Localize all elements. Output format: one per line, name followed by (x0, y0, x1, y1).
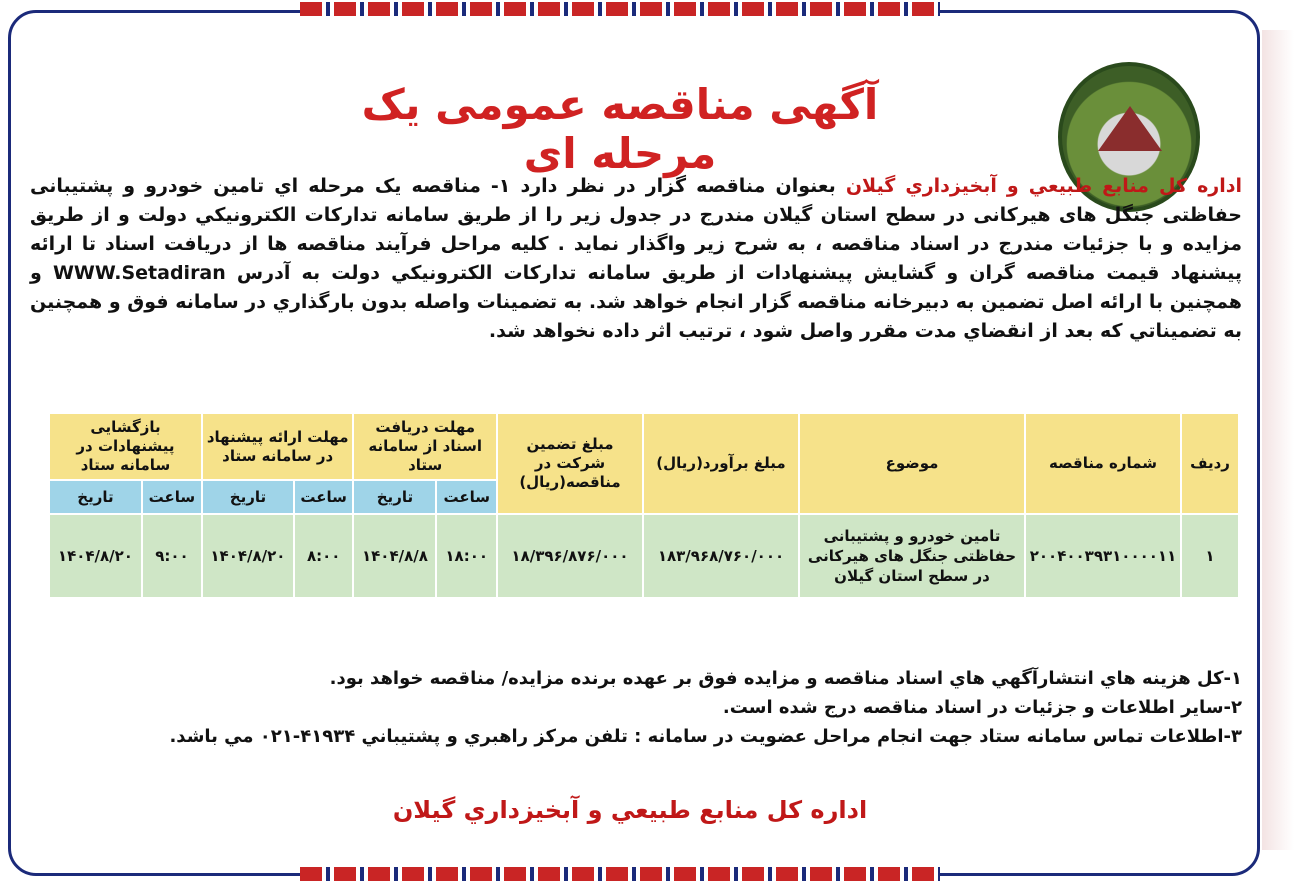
top-stripe (300, 2, 940, 16)
footer-organization: اداره کل منابع طبيعي و آبخيزداري گيلان (392, 796, 868, 824)
header-submit-deadline: مهلت ارائه پیشنهاد در سامانه ستاد (203, 414, 352, 479)
cell-open-time: ۹:۰۰ (143, 515, 201, 597)
note-item: ۱-کل هزينه هاي انتشارآگهي هاي اسناد مناقصه و مزايده فوق بر عهده برنده مزايده/ مناقصه خواهد بود. (329, 668, 1242, 689)
header-guarantee: مبلغ تضمین شرکت در مناقصه(ریال) (498, 414, 642, 513)
subheader-date: تاریخ (50, 481, 141, 513)
cell-receive-time: ۱۸:۰۰ (437, 515, 496, 597)
cell-submit-time: ۸:۰۰ (295, 515, 353, 597)
cell-row-number: ۱ (1182, 515, 1238, 597)
note-item: ۳-اطلاعات تماس سامانه ستاد جهت انجام مراحل عضویت در سامانه : تلفن مرکز راهبري و پشتيباني ۴۱۹۳۴-۰۲۱ مي باشد. (169, 726, 1242, 747)
bottom-stripe (300, 867, 940, 881)
mountain-icon (1098, 106, 1162, 151)
subheader-time: ساعت (143, 481, 201, 513)
header-row-number: ردیف (1182, 414, 1238, 513)
cell-guarantee: ۱۸/۳۹۶/۸۷۶/۰۰۰ (498, 515, 642, 597)
tender-table (48, 412, 1240, 599)
subheader-time: ساعت (295, 481, 353, 513)
paper-edge (1262, 30, 1294, 850)
notes-list (150, 664, 1242, 751)
header-receive-deadline: مهلت دریافت اسناد از سامانه ستاد (354, 414, 496, 479)
cell-receive-date: ۱۴۰۴/۸/۸ (354, 515, 435, 597)
organization-name: اداره کل منابع طبيعي و آبخيزداري گيلان (845, 175, 1242, 197)
note-item: ۲-سایر اطلاعات و جزئیات در اسناد مناقصه درج شده است. (722, 697, 1242, 718)
header-tender-number: شماره مناقصه (1026, 414, 1180, 513)
cell-subject: تامین خودرو و پشتیبانی حفاظتی جنگل های هیرکانی در سطح استان گیلان (800, 515, 1024, 597)
subheader-date: تاریخ (203, 481, 293, 513)
notice-title: آگهی مناقصه عمومی یک مرحله ای (361, 80, 879, 178)
intro-text: بعنوان مناقصه گزار در نظر دارد ۱- مناقصه یک مرحله اي تامین خودرو و پشتیبانی حفاظتی جنگل های هیرکانی در سطح استان گیلان مندرج در جدول زیر را از طریق سامانه تدارکات الکترونيکي دولت و از طريق مزايده و با جزئيات مندرج در اسناد مناقصه ، به شرح زیر واگذار نمايد . کلیه مراحل فرآیند مناقصه ها از دریافت اسناد تا ارائه پیشنهاد قیمت مناقصه گران و گشایش پیشنهادات از طريق سامانه تدارکات الکترونيکي دولت به آدرس WWW.Setadiran و همچنین با ارائه اصل تضمین به دبیرخانه مناقصه گزار انجام خواهد شد. به تضمینات واصله بدون بارگذاري در سامانه فوق و همچنین به تضميناتي كه بعد از انقضاي مدت مقرر واصل شود ، ترتیب اثر داده نخواهد شد. (30, 175, 1242, 342)
cell-submit-date: ۱۴۰۴/۸/۲۰ (203, 515, 293, 597)
header-estimate: مبلغ برآورد(ریال) (644, 414, 798, 513)
cell-open-date: ۱۴۰۴/۸/۲۰ (50, 515, 141, 597)
notice-intro (30, 172, 1242, 346)
header-opening: بازگشایی پیشنهادات در سامانه ستاد (50, 414, 201, 479)
cell-tender-number: ۲۰۰۴۰۰۳۹۳۱۰۰۰۰۱۱ (1026, 515, 1180, 597)
subheader-date: تاریخ (354, 481, 435, 513)
cell-estimate: ۱۸۳/۹۶۸/۷۶۰/۰۰۰ (644, 515, 798, 597)
table-row (50, 515, 1238, 597)
subheader-time: ساعت (437, 481, 496, 513)
header-subject: موضوع (800, 414, 1024, 513)
